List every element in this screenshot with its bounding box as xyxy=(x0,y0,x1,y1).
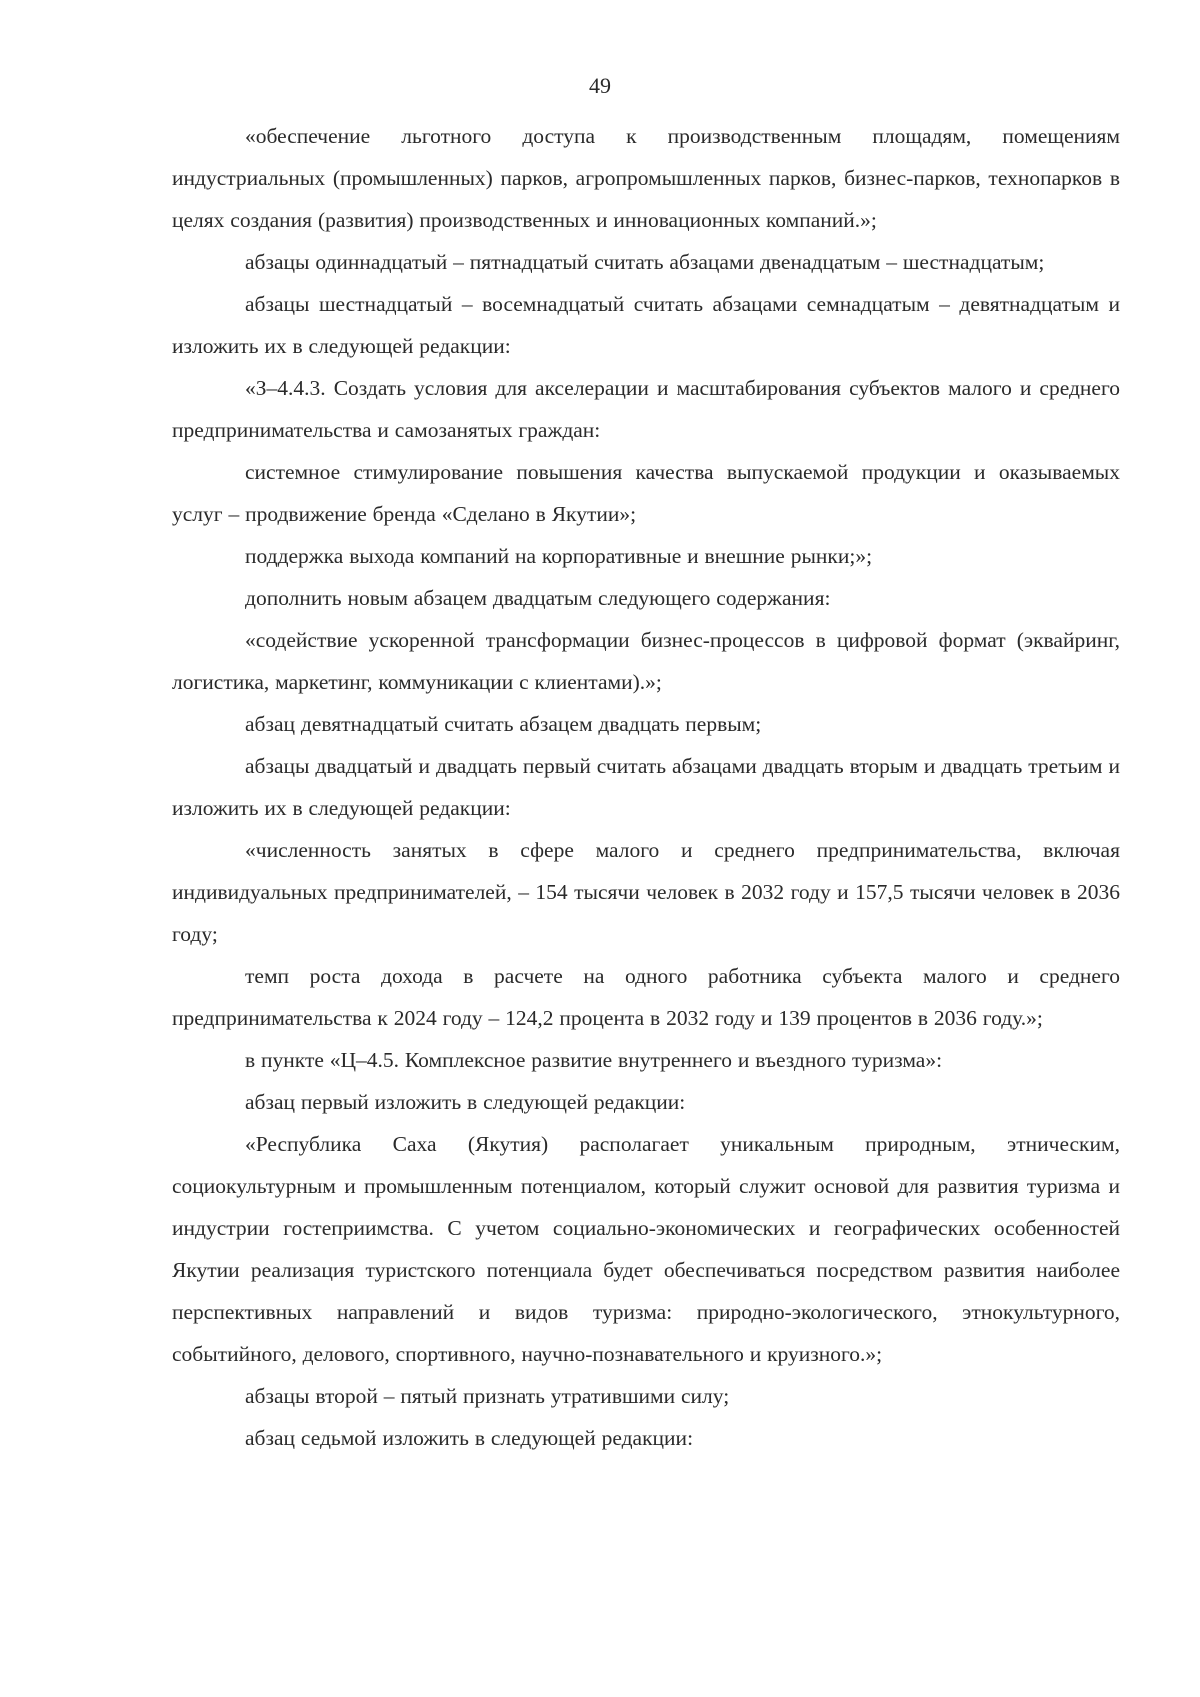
paragraph-6: поддержка выхода компаний на корпоративные и внешние рынки;»; xyxy=(245,544,873,568)
paragraph-5: системное стимулирование повышения качества выпускаемой продукции и оказываемых услуг – продвижение бренда «Сделано в Якутии»; xyxy=(172,460,1120,526)
paragraph-10: абзацы двадцатый и двадцать первый считать абзацами двадцать вторым и двадцать третьим и изложить их в следующей редакции: xyxy=(172,754,1120,820)
paragraph-16: абзацы второй – пятый признать утратившими силу; xyxy=(245,1384,730,1408)
paragraph-17: абзац седьмой изложить в следующей редакции: xyxy=(245,1426,694,1450)
paragraph-13: в пункте «Ц–4.5. Комплексное развитие внутреннего и въездного туризма»: xyxy=(245,1048,943,1072)
document-body xyxy=(172,115,1120,1459)
paragraph-1: «обеспечение льготного доступа к производственным площадям, помещениям индустриальных (промышленных) парков, агропромышленных парков, бизнес-парков, технопарков в целях создания (развития) производственных и инновационных компаний.»; xyxy=(172,124,1120,232)
page-number: 49 xyxy=(589,73,611,98)
paragraph-2: абзацы одиннадцатый – пятнадцатый считать абзацами двенадцатым – шестнадцатым; xyxy=(245,250,1045,274)
paragraph-8: «содействие ускоренной трансформации бизнес-процессов в цифровой формат (эквайринг, логистика, маркетинг, коммуникации с клиентами).»; xyxy=(172,628,1120,694)
paragraph-3: абзацы шестнадцатый – восемнадцатый считать абзацами семнадцатым – девятнадцатым и изложить их в следующей редакции: xyxy=(172,292,1120,358)
paragraph-9: абзац девятнадцатый считать абзацем двадцать первым; xyxy=(245,712,762,736)
paragraph-4: «З–4.4.3. Создать условия для акселерации и масштабирования субъектов малого и среднего предпринимательства и самозанятых граждан: xyxy=(172,376,1120,442)
paragraph-12: темп роста дохода в расчете на одного работника субъекта малого и среднего предпринимательства к 2024 году – 124,2 процента в 2032 году и 139 процентов в 2036 году.»; xyxy=(172,964,1120,1030)
paragraph-7: дополнить новым абзацем двадцатым следующего содержания: xyxy=(245,586,831,610)
paragraph-14: абзац первый изложить в следующей редакции: xyxy=(245,1090,686,1114)
paragraph-11: «численность занятых в сфере малого и среднего предпринимательства, включая индивидуальных предпринимателей, – 154 тысячи человек в 2032 году и 157,5 тысячи человек в 2036 году; xyxy=(172,838,1120,946)
paragraph-15: «Республика Саха (Якутия) располагает уникальным природным, этническим, социокультурным и промышленным потенциалом, который служит основой для развития туризма и индустрии гостеприимства. С учетом социально-экономических и географических особенностей Якутии реализация туристского потенциала будет обеспечиваться посредством развития наиболее перспективных направлений и видов туризма: природно-экологического, этнокультурного, событийного, делового, спортивного, научно-познавательного и круизного.»; xyxy=(172,1132,1120,1366)
